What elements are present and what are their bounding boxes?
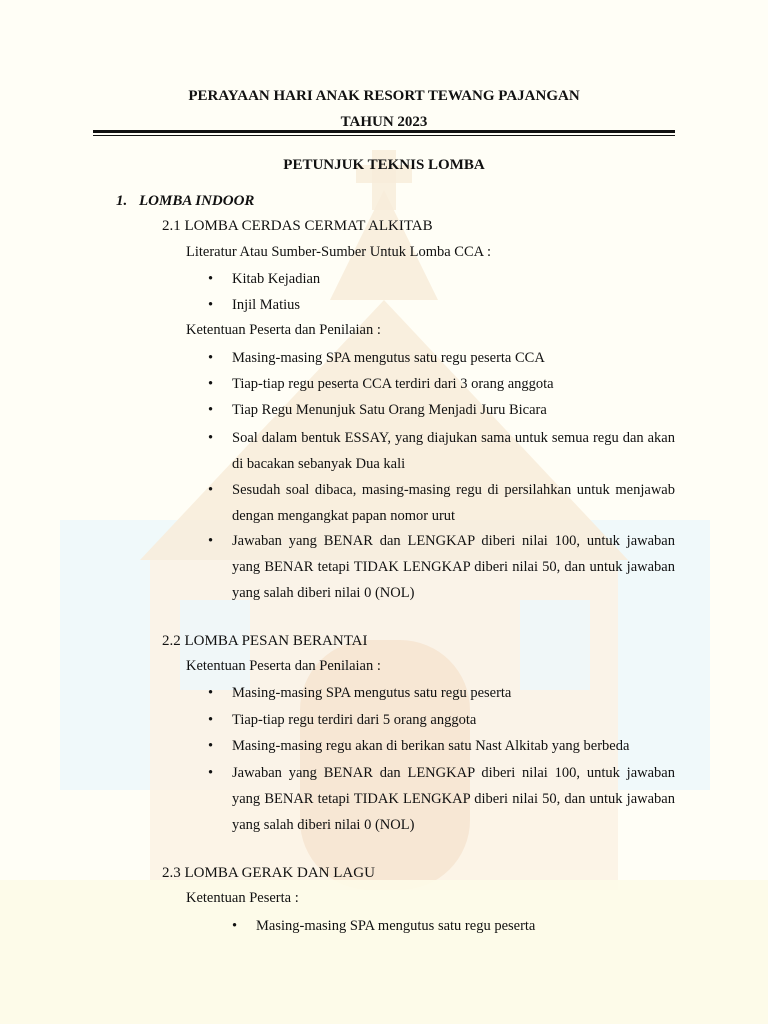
list-item: • Masing-masing regu akan di berikan satu Nast Alkitab yang berbeda [208, 733, 675, 759]
document-year: TAHUN 2023 [340, 114, 428, 130]
list-item: • Soal dalam bentuk ESSAY, yang diajukan sama untuk semua regu dan akan di bacakan sebanyak Dua kali [208, 425, 675, 477]
section-title: LOMBA INDOOR [139, 193, 255, 209]
section-number: 1. [116, 193, 128, 209]
bullet-icon: • [208, 533, 214, 549]
list-item: • Tiap Regu Menunjuk Satu Orang Menjadi Juru Bicara [208, 397, 675, 423]
list-item: • Masing-masing SPA mengutus satu regu peserta CCA [208, 345, 675, 371]
list-item: • Sesudah soal dibaca, masing-masing regu di persilahkan untuk menjawab dengan mengangkat papan nomor urut [208, 477, 675, 529]
subsection-heading-2-1: 2.1 LOMBA CERDAS CERMAT ALKITAB [162, 218, 433, 234]
bullet-icon: • [208, 350, 214, 366]
bullet-icon: • [208, 712, 214, 728]
bullet-icon: • [208, 482, 214, 498]
bullet-icon: • [208, 685, 214, 701]
bullet-icon: • [232, 918, 238, 934]
subsection-heading-2-3: 2.3 LOMBA GERAK DAN LAGU [162, 865, 375, 881]
bullet-icon: • [208, 297, 214, 313]
bullet-icon: • [208, 765, 214, 781]
list-item: • Tiap-tiap regu terdiri dari 5 orang anggota [208, 707, 675, 733]
rules-label: Ketentuan Peserta : [186, 890, 299, 906]
list-item: • Jawaban yang BENAR dan LENGKAP diberi nilai 100, untuk jawaban yang BENAR tetapi TIDAK LENGKAP diberi nilai 50, dan untuk jawaban yang salah diberi nilai 0 (NOL) [208, 760, 675, 838]
bullet-icon: • [208, 402, 214, 418]
bullet-icon: • [208, 430, 214, 446]
header-rule-thick [93, 130, 675, 133]
list-item: • Masing-masing SPA mengutus satu regu peserta [232, 913, 675, 939]
header-rule-thin [93, 135, 675, 136]
list-item: • Jawaban yang BENAR dan LENGKAP diberi nilai 100, untuk jawaban yang BENAR tetapi TIDAK LENGKAP diberi nilai 50, dan untuk jawaban yang salah diberi nilai 0 (NOL) [208, 528, 675, 606]
rules-label: Ketentuan Peserta dan Penilaian : [186, 322, 381, 338]
list-item: • Masing-masing SPA mengutus satu regu peserta [208, 680, 675, 706]
literature-label: Literatur Atau Sumber-Sumber Untuk Lomba CCA : [186, 244, 491, 260]
subsection-heading-2-2: 2.2 LOMBA PESAN BERANTAI [162, 633, 368, 649]
bullet-icon: • [208, 376, 214, 392]
list-item: • Injil Matius [208, 292, 675, 318]
document-title: PERAYAAN HARI ANAK RESORT TEWANG PAJANGAN [188, 88, 580, 104]
rules-label: Ketentuan Peserta dan Penilaian : [186, 658, 381, 674]
list-item: • Kitab Kejadian [208, 266, 675, 292]
bullet-icon: • [208, 738, 214, 754]
list-item: • Tiap-tiap regu peserta CCA terdiri dari 3 orang anggota [208, 371, 675, 397]
bullet-icon: • [208, 271, 214, 287]
document-subtitle: PETUNJUK TEKNIS LOMBA [283, 157, 485, 173]
